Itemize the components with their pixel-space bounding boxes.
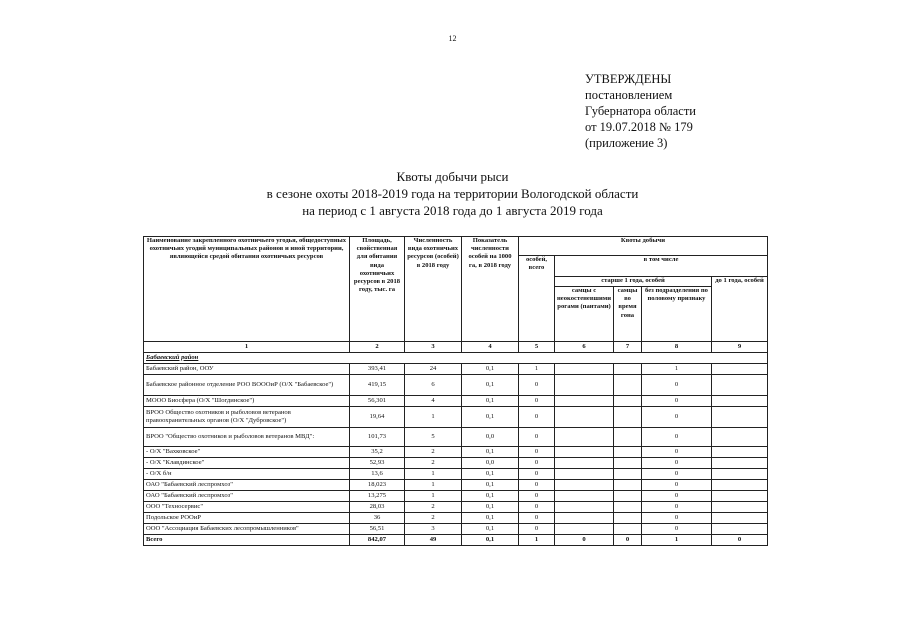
- row-value-cell: 0: [642, 524, 712, 535]
- row-value-cell: [614, 469, 642, 480]
- row-value-cell: 6: [405, 375, 462, 396]
- row-value-cell: 0: [642, 447, 712, 458]
- row-value-cell: 2: [405, 458, 462, 469]
- table-row: [144, 458, 768, 469]
- row-value-cell: [712, 513, 768, 524]
- row-value-cell: 1: [405, 407, 462, 428]
- row-value-cell: 0,1: [462, 469, 519, 480]
- row-name-cell: ОАО "Бабаевский леспромхоз": [144, 480, 350, 491]
- row-value-cell: [712, 375, 768, 396]
- row-value-cell: 0: [519, 428, 555, 447]
- column-number: 5: [519, 342, 555, 353]
- title-line-2: в сезоне охоты 2018-2019 года на территории Вологодской области: [266, 186, 639, 201]
- row-value-cell: 1: [405, 491, 462, 502]
- row-value-cell: 0: [519, 396, 555, 407]
- row-value-cell: 18,023: [350, 480, 405, 491]
- row-value-cell: 0: [519, 469, 555, 480]
- column-number-row: [144, 342, 768, 353]
- row-value-cell: [555, 396, 614, 407]
- row-value-cell: [614, 447, 642, 458]
- quota-table: [143, 236, 768, 546]
- title-line-1: Квоты добычи рыси: [396, 169, 509, 184]
- document-title: [0, 168, 905, 219]
- row-name-cell: ООО "Техносервис": [144, 502, 350, 513]
- row-value-cell: [555, 407, 614, 428]
- row-name-cell: ОАО "Бабаевский леспромхоз": [144, 491, 350, 502]
- row-value-cell: 4: [405, 396, 462, 407]
- row-value-cell: 0: [642, 480, 712, 491]
- row-value-cell: 0,0: [462, 458, 519, 469]
- row-name-cell: ВРОО "Общество охотников и рыболовов ветеранов МВД":: [144, 428, 350, 447]
- row-value-cell: 0: [642, 469, 712, 480]
- column-number: 2: [350, 342, 405, 353]
- row-value-cell: 0: [519, 502, 555, 513]
- total-label-cell: Всего: [144, 535, 350, 546]
- row-value-cell: [555, 491, 614, 502]
- row-name-cell: Подольское РООиР: [144, 513, 350, 524]
- row-value-cell: 36: [350, 513, 405, 524]
- header-including: в том числе: [555, 256, 768, 277]
- row-value-cell: [712, 502, 768, 513]
- row-value-cell: 0: [519, 524, 555, 535]
- row-value-cell: 0: [642, 375, 712, 396]
- row-value-cell: 0: [642, 428, 712, 447]
- column-number: 7: [614, 342, 642, 353]
- row-value-cell: 0,1: [462, 491, 519, 502]
- row-value-cell: [614, 396, 642, 407]
- table-row: [144, 491, 768, 502]
- row-value-cell: 1: [405, 469, 462, 480]
- row-value-cell: 0: [642, 502, 712, 513]
- row-name-cell: ВРОО Общество охотников и рыболовов ветеранов правоохранительных органов (О/Х "Дубровское"): [144, 407, 350, 428]
- total-value-cell: 0: [712, 535, 768, 546]
- total-value-cell: 842,07: [350, 535, 405, 546]
- row-value-cell: [614, 524, 642, 535]
- row-value-cell: 2: [405, 447, 462, 458]
- row-value-cell: 35,2: [350, 447, 405, 458]
- row-value-cell: 0: [519, 458, 555, 469]
- row-value-cell: 419,15: [350, 375, 405, 396]
- row-name-cell: - О/Х "Клавдинское": [144, 458, 350, 469]
- row-value-cell: [555, 480, 614, 491]
- column-number: 6: [555, 342, 614, 353]
- row-value-cell: [555, 428, 614, 447]
- column-number: 3: [405, 342, 462, 353]
- table-row: [144, 428, 768, 447]
- row-value-cell: [712, 491, 768, 502]
- row-value-cell: [712, 364, 768, 375]
- table-row: [144, 447, 768, 458]
- row-name-cell: Бабаевское районное отделение РОО ВОООиР (О/Х "Бабаевское"): [144, 375, 350, 396]
- total-value-cell: 0: [614, 535, 642, 546]
- header-quotas: Квоты добычи: [519, 237, 768, 256]
- row-value-cell: 0,1: [462, 396, 519, 407]
- row-value-cell: [614, 491, 642, 502]
- approval-block: [585, 71, 696, 151]
- approval-line-5: (приложение 3): [585, 136, 668, 150]
- approval-line-3: Губернатора области: [585, 104, 696, 118]
- row-value-cell: 1: [642, 364, 712, 375]
- row-value-cell: [614, 364, 642, 375]
- row-value-cell: [712, 428, 768, 447]
- row-value-cell: [712, 407, 768, 428]
- row-value-cell: 0,1: [462, 375, 519, 396]
- row-name-cell: - О/Х б/н: [144, 469, 350, 480]
- column-number: 4: [462, 342, 519, 353]
- total-value-cell: 49: [405, 535, 462, 546]
- row-value-cell: 52,93: [350, 458, 405, 469]
- row-value-cell: [614, 407, 642, 428]
- approval-line-2: постановлением: [585, 88, 673, 102]
- header-rut: самцы во время гона: [614, 287, 642, 342]
- header-total-quota: особей, всего: [519, 256, 555, 342]
- row-value-cell: 0: [519, 407, 555, 428]
- row-value-cell: 393,41: [350, 364, 405, 375]
- row-value-cell: [555, 513, 614, 524]
- row-value-cell: [555, 469, 614, 480]
- row-value-cell: [614, 502, 642, 513]
- row-value-cell: [555, 458, 614, 469]
- row-value-cell: 0: [642, 396, 712, 407]
- row-value-cell: 0: [642, 513, 712, 524]
- row-value-cell: [614, 458, 642, 469]
- row-value-cell: 0: [519, 491, 555, 502]
- table-row: [144, 375, 768, 396]
- row-value-cell: 24: [405, 364, 462, 375]
- row-value-cell: 3: [405, 524, 462, 535]
- row-value-cell: [555, 364, 614, 375]
- row-value-cell: 56,51: [350, 524, 405, 535]
- row-value-cell: [555, 375, 614, 396]
- title-line-3: на период с 1 августа 2018 года до 1 августа 2019 года: [302, 203, 603, 218]
- header-area: Площадь, свойственная для обитания вида охотничьих ресурсов в 2018 году, тыс. га: [350, 237, 405, 342]
- row-value-cell: 28,03: [350, 502, 405, 513]
- row-value-cell: [712, 469, 768, 480]
- row-value-cell: 0: [642, 491, 712, 502]
- row-value-cell: [712, 447, 768, 458]
- row-value-cell: [555, 502, 614, 513]
- table-row: [144, 480, 768, 491]
- header-males: самцы с неокостеневшими рогами (пантами): [555, 287, 614, 342]
- header-density: Показатель численности особей на 1000 га, в 2018 году: [462, 237, 519, 342]
- table-row: [144, 407, 768, 428]
- row-value-cell: [555, 524, 614, 535]
- table-row: [144, 364, 768, 375]
- row-value-cell: [712, 524, 768, 535]
- row-value-cell: 0: [519, 480, 555, 491]
- page-number: 12: [448, 34, 457, 43]
- row-value-cell: 0: [519, 447, 555, 458]
- row-name-cell: Бабаевский район, ООУ: [144, 364, 350, 375]
- row-value-cell: 0: [642, 407, 712, 428]
- row-value-cell: [614, 375, 642, 396]
- row-value-cell: [614, 480, 642, 491]
- table-row: [144, 396, 768, 407]
- row-value-cell: [712, 458, 768, 469]
- row-value-cell: 0,1: [462, 524, 519, 535]
- row-value-cell: 56,301: [350, 396, 405, 407]
- row-value-cell: [614, 428, 642, 447]
- row-value-cell: 0: [519, 375, 555, 396]
- row-value-cell: 0,1: [462, 407, 519, 428]
- header-under1: до 1 года, особей: [712, 277, 768, 342]
- approval-line-1: УТВЕРЖДЕНЫ: [585, 72, 672, 86]
- header-name: Наименование закрепленного охотничьего угодья, общедоступных охотничьих угодий муниципальных районов и иной территории, являющейся средой обитания охотничьих ресурсов: [144, 237, 350, 342]
- row-value-cell: 0: [519, 513, 555, 524]
- row-value-cell: [555, 447, 614, 458]
- total-value-cell: 0: [555, 535, 614, 546]
- row-value-cell: 0,0: [462, 428, 519, 447]
- total-row: [144, 535, 768, 546]
- row-value-cell: 5: [405, 428, 462, 447]
- row-value-cell: 2: [405, 513, 462, 524]
- row-name-cell: МООО Биосфера (О/Х "Шогдинское"): [144, 396, 350, 407]
- row-value-cell: 0,1: [462, 513, 519, 524]
- row-value-cell: 0,1: [462, 480, 519, 491]
- table-row: [144, 469, 768, 480]
- row-value-cell: 0,1: [462, 447, 519, 458]
- column-number: 9: [712, 342, 768, 353]
- header-count: Численность вида охотничьих ресурсов (особей) в 2018 году: [405, 237, 462, 342]
- row-value-cell: 2: [405, 502, 462, 513]
- row-value-cell: 13,6: [350, 469, 405, 480]
- table-row: [144, 513, 768, 524]
- table-row: [144, 524, 768, 535]
- district-row: [144, 353, 768, 364]
- header-older: старше 1 года, особей: [555, 277, 712, 287]
- row-name-cell: - О/Х "Вахковское": [144, 447, 350, 458]
- row-value-cell: 0: [642, 458, 712, 469]
- row-value-cell: 13,275: [350, 491, 405, 502]
- row-value-cell: [712, 480, 768, 491]
- total-value-cell: 1: [519, 535, 555, 546]
- row-value-cell: 19,64: [350, 407, 405, 428]
- row-name-cell: ООО "Ассоциация Бабаевских лесопромышленников": [144, 524, 350, 535]
- row-value-cell: 0,1: [462, 502, 519, 513]
- row-value-cell: 101,73: [350, 428, 405, 447]
- row-value-cell: 1: [519, 364, 555, 375]
- header-no-sex: без подразделения по половому признаку: [642, 287, 712, 342]
- approval-line-4: от 19.07.2018 № 179: [585, 120, 693, 134]
- total-value-cell: 1: [642, 535, 712, 546]
- table-row: [144, 502, 768, 513]
- row-value-cell: [712, 396, 768, 407]
- row-value-cell: 1: [405, 480, 462, 491]
- column-number: 1: [144, 342, 350, 353]
- district-name: Бабаевский район: [144, 353, 768, 364]
- row-value-cell: [614, 513, 642, 524]
- total-value-cell: 0,1: [462, 535, 519, 546]
- row-value-cell: 0,1: [462, 364, 519, 375]
- column-number: 8: [642, 342, 712, 353]
